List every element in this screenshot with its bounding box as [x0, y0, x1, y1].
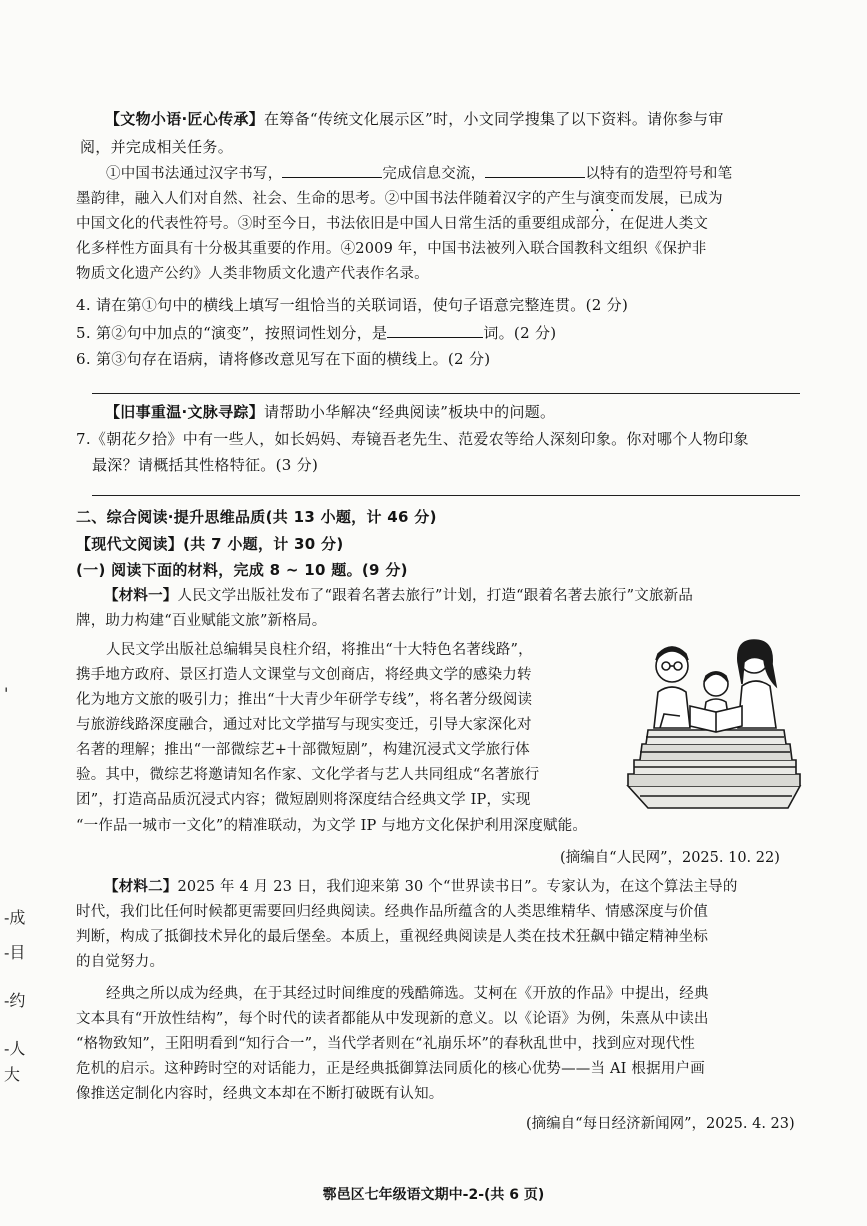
q7-answer-line[interactable] — [92, 495, 800, 496]
para2-end: 而发展，已成为 — [619, 191, 723, 207]
material1-line9: 团”，打造高品质沉浸式内容；微短剧则将深度结合经典文学 IP，实现 — [76, 792, 531, 808]
question-5 — [76, 321, 556, 345]
dotted-word: 演变 — [590, 191, 620, 207]
material2-line5: 经典之所以成为经典，在于其经过时间维度的残酷筛选。艾柯在《开放的作品》中提出，经典 — [106, 986, 709, 1002]
q5-text-a: 5. 第②句中加点的“演变”，按照词性划分，是 — [76, 324, 388, 342]
para1-part-c: 以特有的造型符号和笔 — [585, 166, 733, 182]
material2-text-0: 2025 年 4 月 23 日，我们迎来第 30 个“世界读书日”。专家认为，在这个算法主导的 — [177, 879, 738, 895]
material2-line6: 文本具有“开放性结构”，每个时代的读者都能从中发现新的意义。以《论语》为例，朱熹从中读出 — [76, 1011, 709, 1027]
material1-line6: 与旅游线路深度融合，通过对比文学描写与现实变迁，引导大家深化对 — [76, 717, 532, 733]
material1-line8: 验。其中，微综艺将邀请知名作家、文化学者与艺人共同组成“名著旅行 — [76, 767, 540, 783]
section1-para-line5: 物质文化遗产公约》人类非物质文化遗产代表作名录。 — [76, 266, 429, 282]
margin-mark: ' — [4, 684, 9, 703]
section1-intro-line1 — [105, 107, 724, 131]
para2-text: 墨韵律，融入人们对自然、社会、生命的思考。②中国书法伴随着汉字的产生与 — [76, 191, 591, 207]
margin-mark: -人 — [4, 1039, 26, 1058]
q6-answer-line[interactable] — [92, 393, 800, 394]
part2-task: (一) 阅读下面的材料，完成 8 ~ 10 题。(9 分) — [76, 561, 408, 579]
section1-intro-1: 在筹备“传统文化展示区”时，小文同学搜集了以下资料。请你参与审 — [264, 110, 724, 128]
q5-text-b: 词。(2 分) — [483, 324, 557, 342]
question-4: 4. 请在第①句中的横线上填写一组恰当的关联词语，使句子语意完整连贯。(2 分) — [76, 296, 629, 314]
material2-line2: 时代，我们比任何时候都更需要回归经典阅读。经典作品所蕴含的人类思维精华、情感深度与价值 — [76, 904, 709, 920]
material1-line5: 化为地方文旅的吸引力；推出“十大青少年研学专线”，将名著分级阅读 — [76, 692, 533, 708]
material2-line3: 判断，构成了抵御技术异化的最后堡垒。本质上，重视经典阅读是人类在技术狂飙中锚定精神坐标 — [76, 929, 709, 945]
family-reading-illustration — [620, 636, 810, 816]
para1-part-a: ①中国书法通过汉字书写， — [106, 166, 283, 182]
part2-subheading: 【现代文阅读】(共 7 小题，计 30 分) — [76, 535, 344, 553]
material2-line1 — [104, 875, 738, 900]
page-footer: 鄠邑区七年级语文期中-2-(共 6 页) — [322, 1187, 545, 1203]
section1-intro-line2: 阅，并完成相关任务。 — [80, 138, 234, 156]
section1-para-line3: 中国文化的代表性符号。③时至今日，书法依旧是中国人日常生活的重要组成部分，在促进人类文 — [76, 216, 709, 232]
material1-line2: 牌，助力构建“百业赋能文旅”新格局。 — [76, 613, 327, 629]
section2-intro — [105, 400, 555, 424]
question-7-line2: 最深？请概括其性格特征。(3 分) — [92, 456, 319, 474]
material2-tag: 【材料二】 — [104, 879, 178, 895]
blank-2[interactable] — [485, 163, 585, 178]
material2-line8: 危机的启示。这种跨时空的对话能力，正是经典抵御算法同质化的核心优势——当 AI 根据用户画 — [76, 1061, 705, 1077]
margin-mark: -约 — [4, 991, 26, 1010]
section1-para-line2 — [76, 187, 723, 215]
part2-heading: 二、综合阅读·提升思维品质(共 13 小题，计 46 分) — [76, 508, 437, 526]
margin-mark: -目 — [4, 943, 26, 962]
material2-line7: “格物致知”，王阳明看到“知行合一”，当代学者则在“礼崩乐坏”的春秋乱世中，找到应对现代性 — [76, 1036, 695, 1052]
material1-source: (摘编自“人民网”，2025. 10. 22) — [560, 850, 780, 866]
material1-line3: 人民文学出版社总编辑吴良柱介绍，将推出“十大特色名著线路”， — [106, 642, 533, 658]
material2-source: (摘编自“每日经济新闻网”，2025. 4. 23) — [526, 1116, 795, 1132]
material2-line4: 的自觉努力。 — [76, 954, 165, 970]
section1-para-line4: 化多样性方面具有十分极其重要的作用。④2009 年，中国书法被列入联合国教科文组织《保护非 — [76, 241, 707, 257]
section2-intro-text: 请帮助小华解决“经典阅读”板块中的问题。 — [264, 403, 556, 421]
material1-line4: 携手地方政府、景区打造人文课堂与文创商店，将经典文学的感染力转 — [76, 667, 532, 683]
material1-line1 — [104, 584, 693, 609]
margin-mark: 大 — [4, 1065, 21, 1084]
blank-1[interactable] — [282, 163, 382, 178]
question-6: 6. 第③句存在语病，请将修改意见写在下面的横线上。(2 分) — [76, 350, 491, 368]
para1-part-b: 完成信息交流， — [382, 166, 486, 182]
section1-tag: 【文物小语·匠心传承】 — [105, 110, 264, 128]
material1-text-0: 人民文学出版社发布了“跟着名著去旅行”计划，打造“跟着名著去旅行”文旅新品 — [177, 588, 694, 604]
q5-answer-blank[interactable] — [387, 323, 483, 338]
material1-tag: 【材料一】 — [104, 588, 178, 604]
material1-line10: “一作品一城市一文化”的精准联动，为文学 IP 与地方文化保护利用深度赋能。 — [76, 818, 588, 834]
section1-para-line1 — [106, 162, 732, 187]
material2-line9: 像推送定制化内容时，经典文本却在不断打破既有认知。 — [76, 1086, 444, 1102]
material1-line7: 名著的理解；推出“一部微综艺+十部微短剧”，构建沉浸式文学旅行体 — [76, 742, 530, 758]
section2-tag: 【旧事重温·文脉寻踪】 — [105, 403, 264, 421]
question-7-line1: 7.《朝花夕拾》中有一些人，如长妈妈、寿镜吾老先生、范爱农等给人深刻印象。你对哪个人物印象 — [76, 430, 749, 448]
margin-mark: -成 — [4, 908, 26, 927]
